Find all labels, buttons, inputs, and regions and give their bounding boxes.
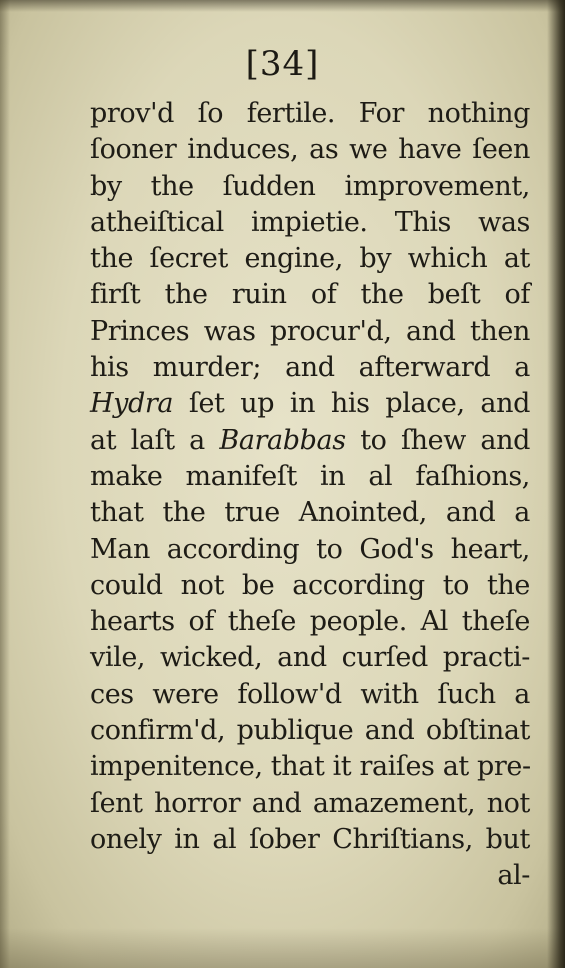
text-line: ſooner induces, as we have ſeen — [90, 134, 530, 166]
text-line: firſt the ruin of the beſt of — [90, 279, 530, 311]
text-line: the ſecret engine, by which at — [90, 243, 530, 275]
page-number: [34] — [245, 44, 320, 84]
text-line: onely in al ſober Chriſtians, but — [90, 823, 530, 855]
text-line — [90, 423, 530, 459]
text-segment: ſet up in his place, and — [173, 388, 530, 420]
text-segment: to ſhew and — [345, 424, 530, 456]
text-line: make manifeſt in al faſhions, — [90, 460, 530, 492]
body-text — [90, 96, 530, 895]
text-segment: at laſt a — [90, 424, 220, 456]
text-line — [90, 386, 530, 422]
page-bottom-shadow — [0, 928, 565, 968]
page-top-shadow — [0, 0, 565, 12]
text-line: by the ſudden improvement, — [90, 170, 530, 202]
text-line: vile, wicked, and curſed practi- — [90, 642, 530, 674]
text-line: hearts of theſe people. Al theſe — [90, 606, 530, 638]
text-line: Princes was procur'd, and then — [90, 315, 530, 347]
page-gutter-shadow — [547, 0, 565, 968]
italic-name: Barabbas — [219, 424, 346, 456]
text-line: that the true Anointed, and a — [90, 497, 530, 529]
text-line: could not be according to the — [90, 569, 530, 601]
page-left-shadow — [0, 0, 10, 968]
text-line: atheiſtical impietie. This was — [90, 206, 530, 238]
text-line: al- — [497, 860, 530, 892]
italic-name: Hydra — [90, 388, 174, 420]
text-line: prov'd ſo fertile. For nothing — [90, 98, 530, 129]
text-line: ſent horror and amazement, not — [90, 787, 530, 819]
text-line: ces were follow'd with ſuch a — [90, 678, 530, 710]
text-line: impenitence, that it raiſes at pre- — [90, 751, 531, 783]
text-line: his murder; and afterward a — [90, 352, 530, 384]
text-line: confirm'd, publique and obſtinat — [90, 715, 530, 747]
text-line: Man according to God's heart, — [90, 533, 530, 565]
